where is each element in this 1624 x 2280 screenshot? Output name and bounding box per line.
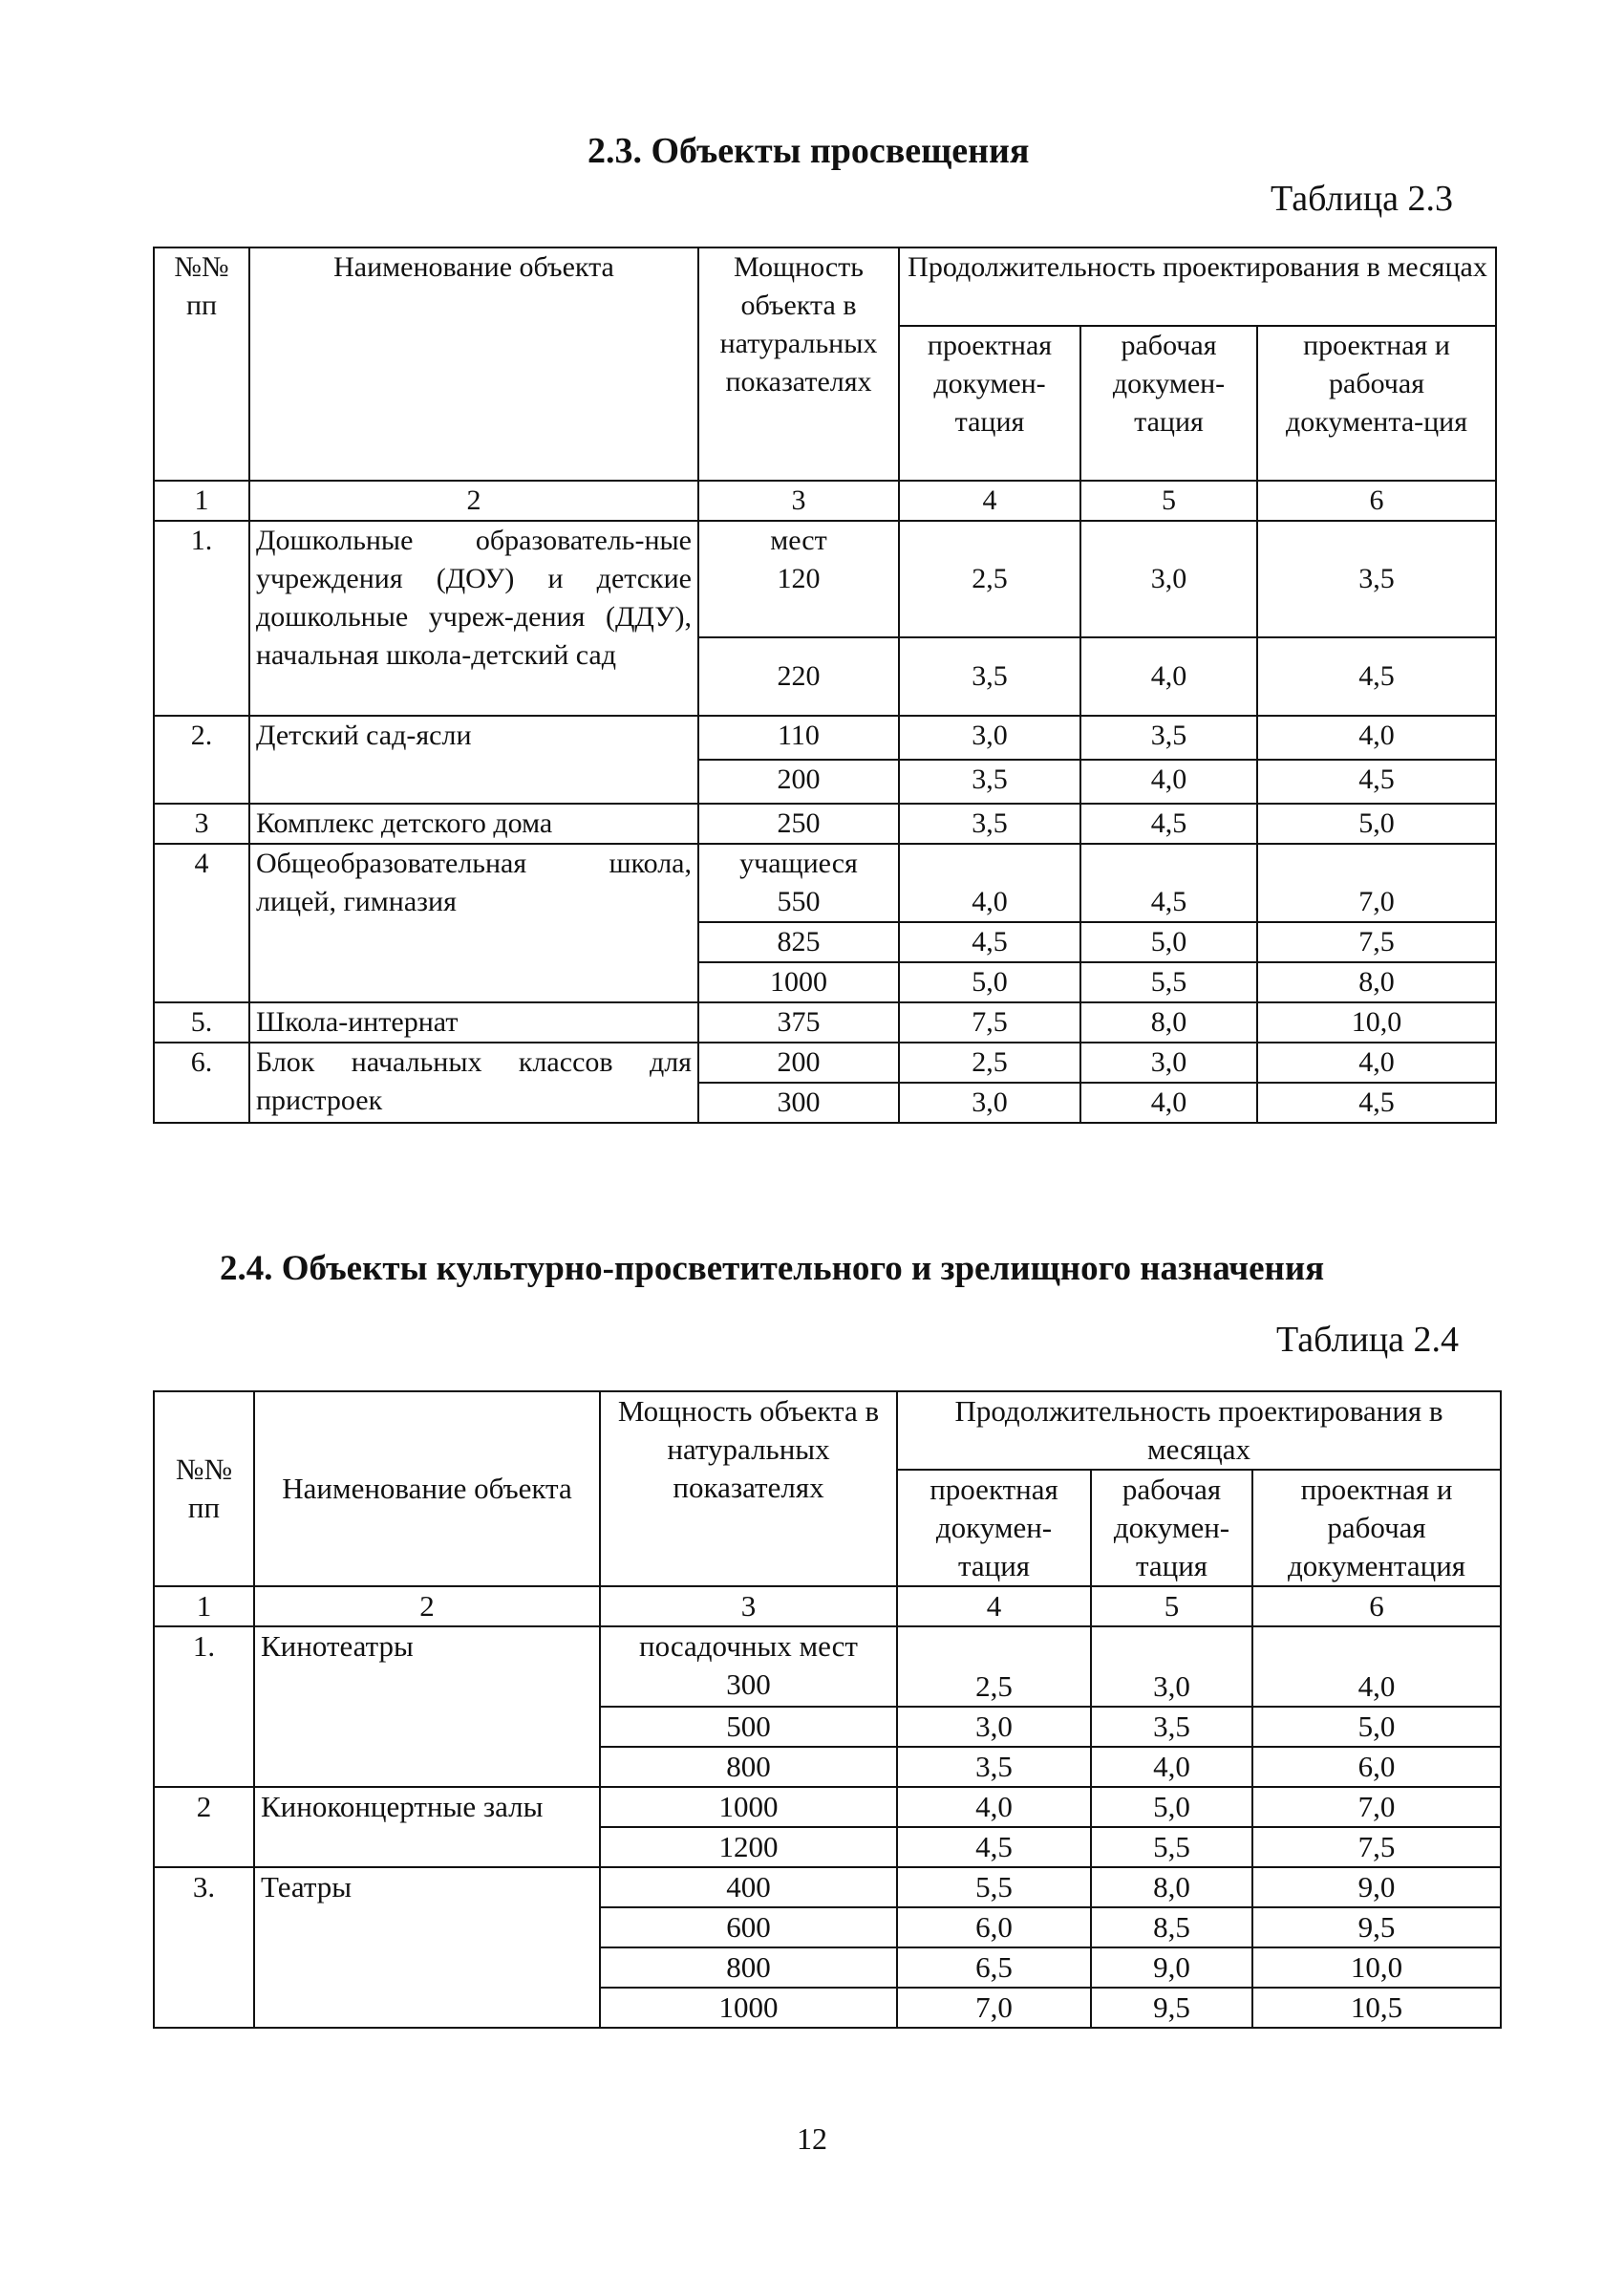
design-value: 7,0: [897, 1988, 1091, 2028]
table-row: [154, 804, 1496, 844]
design-value: 6,0: [897, 1907, 1091, 1947]
design-value: 2,5: [899, 521, 1080, 637]
row-num: 5.: [154, 1002, 249, 1043]
table-row: [154, 1002, 1496, 1043]
working-value: 4,5: [1080, 804, 1257, 844]
design-value: 4,5: [899, 922, 1080, 962]
capacity-value: 600: [600, 1907, 897, 1947]
object-name: Дошкольные образователь-ные учреждения (ДОУ) и детские дошкольные учреж-дения (ДДУ), начальная школа-детский сад: [249, 521, 698, 716]
design-value: 3,0: [899, 1083, 1080, 1123]
working-value: 4,0: [1091, 1747, 1252, 1787]
object-name: Школа-интернат: [249, 1002, 698, 1043]
both-value: 4,0: [1257, 716, 1496, 760]
col-number: 3: [600, 1586, 897, 1626]
header-capacity: Мощность объекта в натуральных показателях: [600, 1391, 897, 1586]
both-value: 7,5: [1257, 922, 1496, 962]
capacity-value: 800: [600, 1947, 897, 1988]
row-num: 1.: [154, 1626, 254, 1787]
both-value: 6,0: [1252, 1747, 1501, 1787]
design-value: 3,5: [899, 804, 1080, 844]
header-name: Наименование объекта: [249, 247, 698, 481]
col-number: 5: [1080, 481, 1257, 521]
working-value: 9,0: [1091, 1947, 1252, 1988]
table-2-3-label: Таблица 2.3: [1271, 179, 1454, 219]
both-value: 4,5: [1257, 1083, 1496, 1123]
design-value: 5,0: [899, 962, 1080, 1002]
design-value: 4,5: [897, 1827, 1091, 1867]
col-number: 4: [897, 1586, 1091, 1626]
design-value: 4,0: [899, 844, 1080, 922]
capacity-value: 1200: [600, 1827, 897, 1867]
capacity-value: 110: [698, 716, 899, 760]
object-name: Киноконцертные залы: [254, 1787, 600, 1867]
table-2-4: [153, 1390, 1502, 2029]
object-name: Комплекс детского дома: [249, 804, 698, 844]
page-number: 12: [797, 2121, 827, 2156]
header-num: №№ пп: [154, 1391, 254, 1586]
both-value: 4,5: [1257, 760, 1496, 804]
working-value: 4,0: [1080, 760, 1257, 804]
design-value: 3,5: [897, 1747, 1091, 1787]
capacity-value: 120: [777, 563, 821, 594]
capacity-cell: [698, 521, 899, 637]
design-value: 3,0: [899, 716, 1080, 760]
both-value: 5,0: [1257, 804, 1496, 844]
capacity-value: 200: [698, 1043, 899, 1083]
unit-label: посадочных мест: [639, 1629, 858, 1663]
col-number: 6: [1257, 481, 1496, 521]
object-name: Блок начальных классов для пристроек: [249, 1043, 698, 1123]
working-value: 9,5: [1091, 1988, 1252, 2028]
design-value: 3,5: [899, 760, 1080, 804]
both-value: 9,5: [1252, 1907, 1501, 1947]
both-value: 10,0: [1252, 1947, 1501, 1988]
design-value: 7,5: [899, 1002, 1080, 1043]
header-duration: Продолжительность проектирования в месяцах: [899, 247, 1496, 326]
column-numbers-row: [154, 481, 1496, 521]
design-value: 3,5: [899, 637, 1080, 716]
capacity-cell: [698, 844, 899, 922]
working-value: 3,5: [1091, 1707, 1252, 1747]
working-value: 8,0: [1091, 1867, 1252, 1907]
design-value: 6,5: [897, 1947, 1091, 1988]
capacity-value: 1000: [600, 1988, 897, 2028]
header-design-docs: проектная докумен-тация: [899, 326, 1080, 481]
working-value: 3,0: [1080, 521, 1257, 637]
design-value: 2,5: [897, 1626, 1091, 1707]
object-name: Детский сад-ясли: [249, 716, 698, 804]
table-row: [154, 1626, 1501, 1707]
capacity-value: 800: [600, 1747, 897, 1787]
design-value: 2,5: [899, 1043, 1080, 1083]
section-2-4-title: 2.4. Объекты культурно-просветительного и зрелищного назначения: [220, 1249, 1325, 1288]
object-name: Кинотеатры: [254, 1626, 600, 1787]
section-2-3-title: 2.3. Объекты просвещения: [588, 131, 1030, 171]
capacity-value: 1000: [600, 1787, 897, 1827]
col-number: 2: [254, 1586, 600, 1626]
row-num: 3.: [154, 1867, 254, 2028]
capacity-cell: [600, 1626, 897, 1707]
working-value: 3,5: [1080, 716, 1257, 760]
capacity-value: 400: [600, 1867, 897, 1907]
working-value: 4,5: [1080, 844, 1257, 922]
table-row: [154, 716, 1496, 760]
col-number: 4: [899, 481, 1080, 521]
working-value: 8,0: [1080, 1002, 1257, 1043]
both-value: 4,0: [1257, 1043, 1496, 1083]
row-num: 3: [154, 804, 249, 844]
both-value: 4,0: [1252, 1626, 1501, 1707]
column-numbers-row: [154, 1586, 1501, 1626]
header-both-docs: проектная и рабочая документация: [1252, 1470, 1501, 1586]
working-value: 3,0: [1091, 1626, 1252, 1707]
unit-label: мест: [770, 525, 827, 556]
object-name: Общеобразовательная школа, лицей, гимназия: [249, 844, 698, 1002]
header-num: №№ пп: [154, 247, 249, 481]
capacity-value: 375: [698, 1002, 899, 1043]
both-value: 7,0: [1257, 844, 1496, 922]
both-value: 10,5: [1252, 1988, 1501, 2028]
capacity-value: 200: [698, 760, 899, 804]
working-value: 4,0: [1080, 1083, 1257, 1123]
design-value: 5,5: [897, 1867, 1091, 1907]
both-value: 5,0: [1252, 1707, 1501, 1747]
table-row: [154, 521, 1496, 637]
header-both-docs: проектная и рабочая документа-ция: [1257, 326, 1496, 481]
col-number: 1: [154, 1586, 254, 1626]
row-num: 4: [154, 844, 249, 1002]
both-value: 7,5: [1252, 1827, 1501, 1867]
col-number: 2: [249, 481, 698, 521]
working-value: 5,0: [1080, 922, 1257, 962]
working-value: 5,5: [1080, 962, 1257, 1002]
design-value: 3,0: [897, 1707, 1091, 1747]
capacity-value: 300: [726, 1667, 771, 1701]
row-num: 2.: [154, 716, 249, 804]
header-capacity: Мощность объекта в натуральных показателях: [698, 247, 899, 481]
header-duration: Продолжительность проектирования в месяцах: [897, 1391, 1501, 1470]
working-value: 3,0: [1080, 1043, 1257, 1083]
unit-label: учащиеся: [739, 848, 858, 879]
both-value: 7,0: [1252, 1787, 1501, 1827]
row-num: 1.: [154, 521, 249, 716]
table-row: [154, 1787, 1501, 1827]
table-row: [154, 844, 1496, 922]
working-value: 5,0: [1091, 1787, 1252, 1827]
col-number: 3: [698, 481, 899, 521]
table-row: [154, 1867, 1501, 1907]
table-row: [154, 1043, 1496, 1083]
capacity-value: 220: [698, 637, 899, 716]
header-working-docs: рабочая докумен-тация: [1080, 326, 1257, 481]
row-num: 6.: [154, 1043, 249, 1123]
working-value: 5,5: [1091, 1827, 1252, 1867]
capacity-value: 1000: [698, 962, 899, 1002]
col-number: 1: [154, 481, 249, 521]
both-value: 9,0: [1252, 1867, 1501, 1907]
col-number: 5: [1091, 1586, 1252, 1626]
header-design-docs: проектная докумен-тация: [897, 1470, 1091, 1586]
table-2-3: [153, 247, 1497, 1124]
capacity-value: 250: [698, 804, 899, 844]
object-name: Театры: [254, 1867, 600, 2028]
capacity-value: 300: [698, 1083, 899, 1123]
row-num: 2: [154, 1787, 254, 1867]
col-number: 6: [1252, 1586, 1501, 1626]
capacity-value: 550: [777, 886, 821, 917]
design-value: 4,0: [897, 1787, 1091, 1827]
header-working-docs: рабочая докумен-тация: [1091, 1470, 1252, 1586]
working-value: 4,0: [1080, 637, 1257, 716]
table-2-4-label: Таблица 2.4: [1276, 1320, 1460, 1360]
capacity-value: 500: [600, 1707, 897, 1747]
both-value: 3,5: [1257, 521, 1496, 637]
both-value: 8,0: [1257, 962, 1496, 1002]
both-value: 4,5: [1257, 637, 1496, 716]
header-name: Наименование объекта: [254, 1391, 600, 1586]
capacity-value: 825: [698, 922, 899, 962]
both-value: 10,0: [1257, 1002, 1496, 1043]
working-value: 8,5: [1091, 1907, 1252, 1947]
